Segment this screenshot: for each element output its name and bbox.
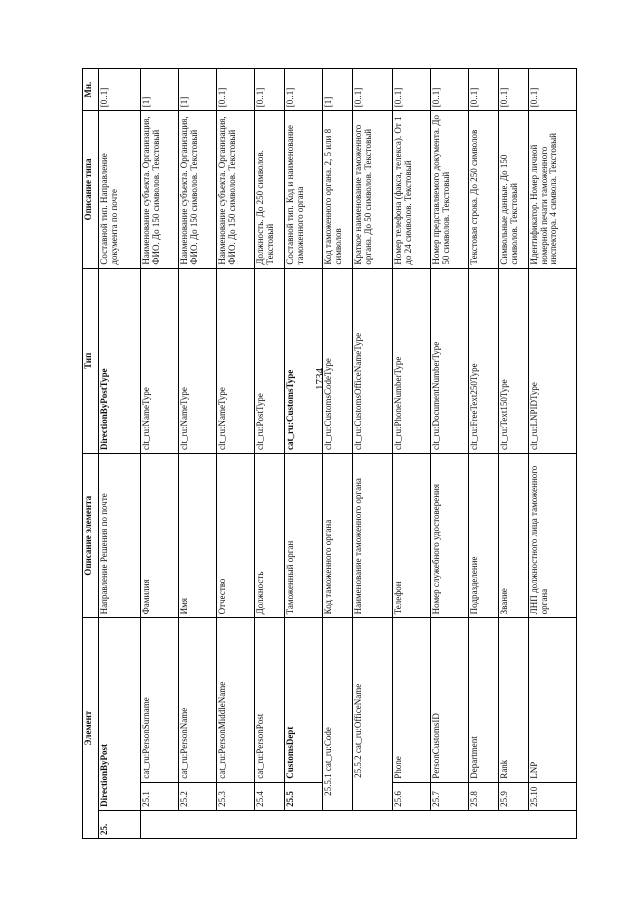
element-description: Фамилия (141, 454, 179, 618)
header-type-description: Описание типа (83, 111, 99, 268)
table-row (323, 69, 353, 839)
element-type: clt_ru:FreeText250Type (469, 268, 499, 453)
multiplicity: [0..1] (285, 69, 323, 111)
element-description: Отчество (217, 454, 255, 618)
element-description: Наименование таможенного органа (353, 454, 393, 618)
row-number: 25.7 (431, 782, 469, 810)
type-description: Символьные данные. До 150 символов. Текстовый (499, 111, 529, 268)
table-row (431, 69, 469, 839)
row-number: 25.5 (285, 782, 323, 810)
element-name: cat_ru:PersonName (179, 618, 217, 782)
table-row (529, 69, 577, 839)
row-indent-spacer (141, 810, 577, 838)
table-row (99, 69, 141, 839)
element-name: cat_ru:PersonPost (255, 618, 285, 782)
row-number: 25.6 (393, 782, 431, 810)
row-number: 25.8 (469, 782, 499, 810)
element-type: clt_ru:PostType (255, 268, 285, 453)
element-description: Телефон (393, 454, 431, 618)
row-number: 25.10 (529, 782, 577, 810)
rotated-table-container (82, 68, 559, 839)
type-description: Наименование субъекта. Организация, ФИО. До 150 символов. Текстовый (179, 111, 217, 268)
multiplicity: [0..1] (99, 69, 141, 111)
type-description: Составной тип. Направление документа по почте (99, 111, 141, 268)
row-number: 25. (99, 810, 141, 838)
header-description: Описание элемента (83, 454, 99, 618)
row-number: 25.5.1 (323, 773, 333, 796)
element-description: Таможенный орган (285, 454, 323, 618)
element-type: clt_ru:CustomsOfficeNameType (353, 268, 393, 453)
type-description: Должность. До 250 символов. Текстовый (255, 111, 285, 268)
row-number: 25.1 (141, 782, 179, 810)
element-type: clt_ru:DocumentNumberType (431, 268, 469, 453)
table-row (469, 69, 499, 839)
element-type: clt_ru:Text150Type (499, 268, 529, 453)
element-description: Должность (255, 454, 285, 618)
table-row (141, 69, 179, 839)
multiplicity: [1] (141, 69, 179, 111)
elements-table (82, 68, 577, 839)
element-name: cat_ru:Code (323, 727, 333, 772)
table-row (255, 69, 285, 839)
type-description: Текстовая строка. До 250 символов (469, 111, 499, 268)
type-description: Наименование субъекта. Организация, ФИО. До 150 символов. Текстовый (141, 111, 179, 268)
nested-element-cell (353, 618, 393, 810)
row-number: 25.2 (179, 782, 217, 810)
type-description: Идентификатор. Номер личной номерной печати таможенного инспектора. 4 символа. Текстовый (529, 111, 577, 268)
row-number: 25.3 (217, 782, 255, 810)
multiplicity: [1] (179, 69, 217, 111)
table-row (499, 69, 529, 839)
table-row (217, 69, 255, 839)
element-name: cat_ru:OfficeName (353, 683, 363, 754)
element-name: CustomsDept (285, 618, 323, 782)
element-type: DirectionByPostType (99, 268, 141, 453)
element-type: clt_ru:CustomsCodeType (323, 268, 353, 453)
element-description: Номер служебного удостоверения (431, 454, 469, 618)
element-description: Код таможенного органа (323, 454, 353, 618)
table-row (285, 69, 323, 839)
element-description: Направление Решения по почте (99, 454, 141, 618)
element-name: Department (469, 618, 499, 782)
header-mult: Мн. (83, 69, 99, 111)
element-name: LNP (529, 618, 577, 782)
multiplicity: [0..1] (393, 69, 431, 111)
type-description: Наименование субъекта. Организация, ФИО. До 150 символов. Текстовый (217, 111, 255, 268)
element-description: Звание (499, 454, 529, 618)
multiplicity: [0..1] (469, 69, 499, 111)
type-description: Краткое наименование таможенного органа. До 50 символов. Текстовый (353, 111, 393, 268)
element-type: clt_ru:LNPIDType (529, 268, 577, 453)
type-description: Номер телефона (факса, телекса). От 1 до 24 символов. Текстовый (393, 111, 431, 268)
table-header-row (83, 69, 99, 839)
header-element: Элемент (83, 618, 99, 839)
multiplicity: [0..1] (431, 69, 469, 111)
row-number: 25.4 (255, 782, 285, 810)
multiplicity: [0..1] (255, 69, 285, 111)
multiplicity: [0..1] (353, 69, 393, 111)
row-number: 25.5.2 (353, 755, 363, 778)
nested-element-cell (323, 618, 353, 810)
element-type: clt_ru:NameType (141, 268, 179, 453)
element-name: Rank (499, 618, 529, 782)
element-name: PersonCustomsID (431, 618, 469, 782)
row-number: 25.9 (499, 782, 529, 810)
element-type: clt_ru:PhoneNumberType (393, 268, 431, 453)
element-type: clt_ru:NameType (179, 268, 217, 453)
element-name: DirectionByPost (99, 618, 141, 810)
type-description: Код таможенного органа. 2, 5 или 8 символов (323, 111, 353, 268)
element-description: Подразделение (469, 454, 499, 618)
multiplicity: [1] (323, 69, 353, 111)
table-row (353, 69, 393, 839)
multiplicity: [0..1] (217, 69, 255, 111)
type-description: Составной тип. Код и наименование таможенного органа (285, 111, 323, 268)
header-type: Тип (83, 268, 99, 453)
table-row (179, 69, 217, 839)
element-type: clt_ru:NameType (217, 268, 255, 453)
element-name: cat_ru:PersonSurname (141, 618, 179, 782)
type-description: Номер представляемого документа. До 50 символов. Текстовый (431, 111, 469, 268)
element-name: Phone (393, 618, 431, 782)
element-type: cat_ru:CustomsType (285, 268, 323, 453)
page-number: 1734 (314, 368, 326, 390)
multiplicity: [0..1] (499, 69, 529, 111)
element-description: Имя (179, 454, 217, 618)
table-row (393, 69, 431, 839)
element-name: cat_ru:PersonMiddleName (217, 618, 255, 782)
element-description: ЛНП должностного лица таможенного органа (529, 454, 577, 618)
multiplicity: [0..1] (529, 69, 577, 111)
